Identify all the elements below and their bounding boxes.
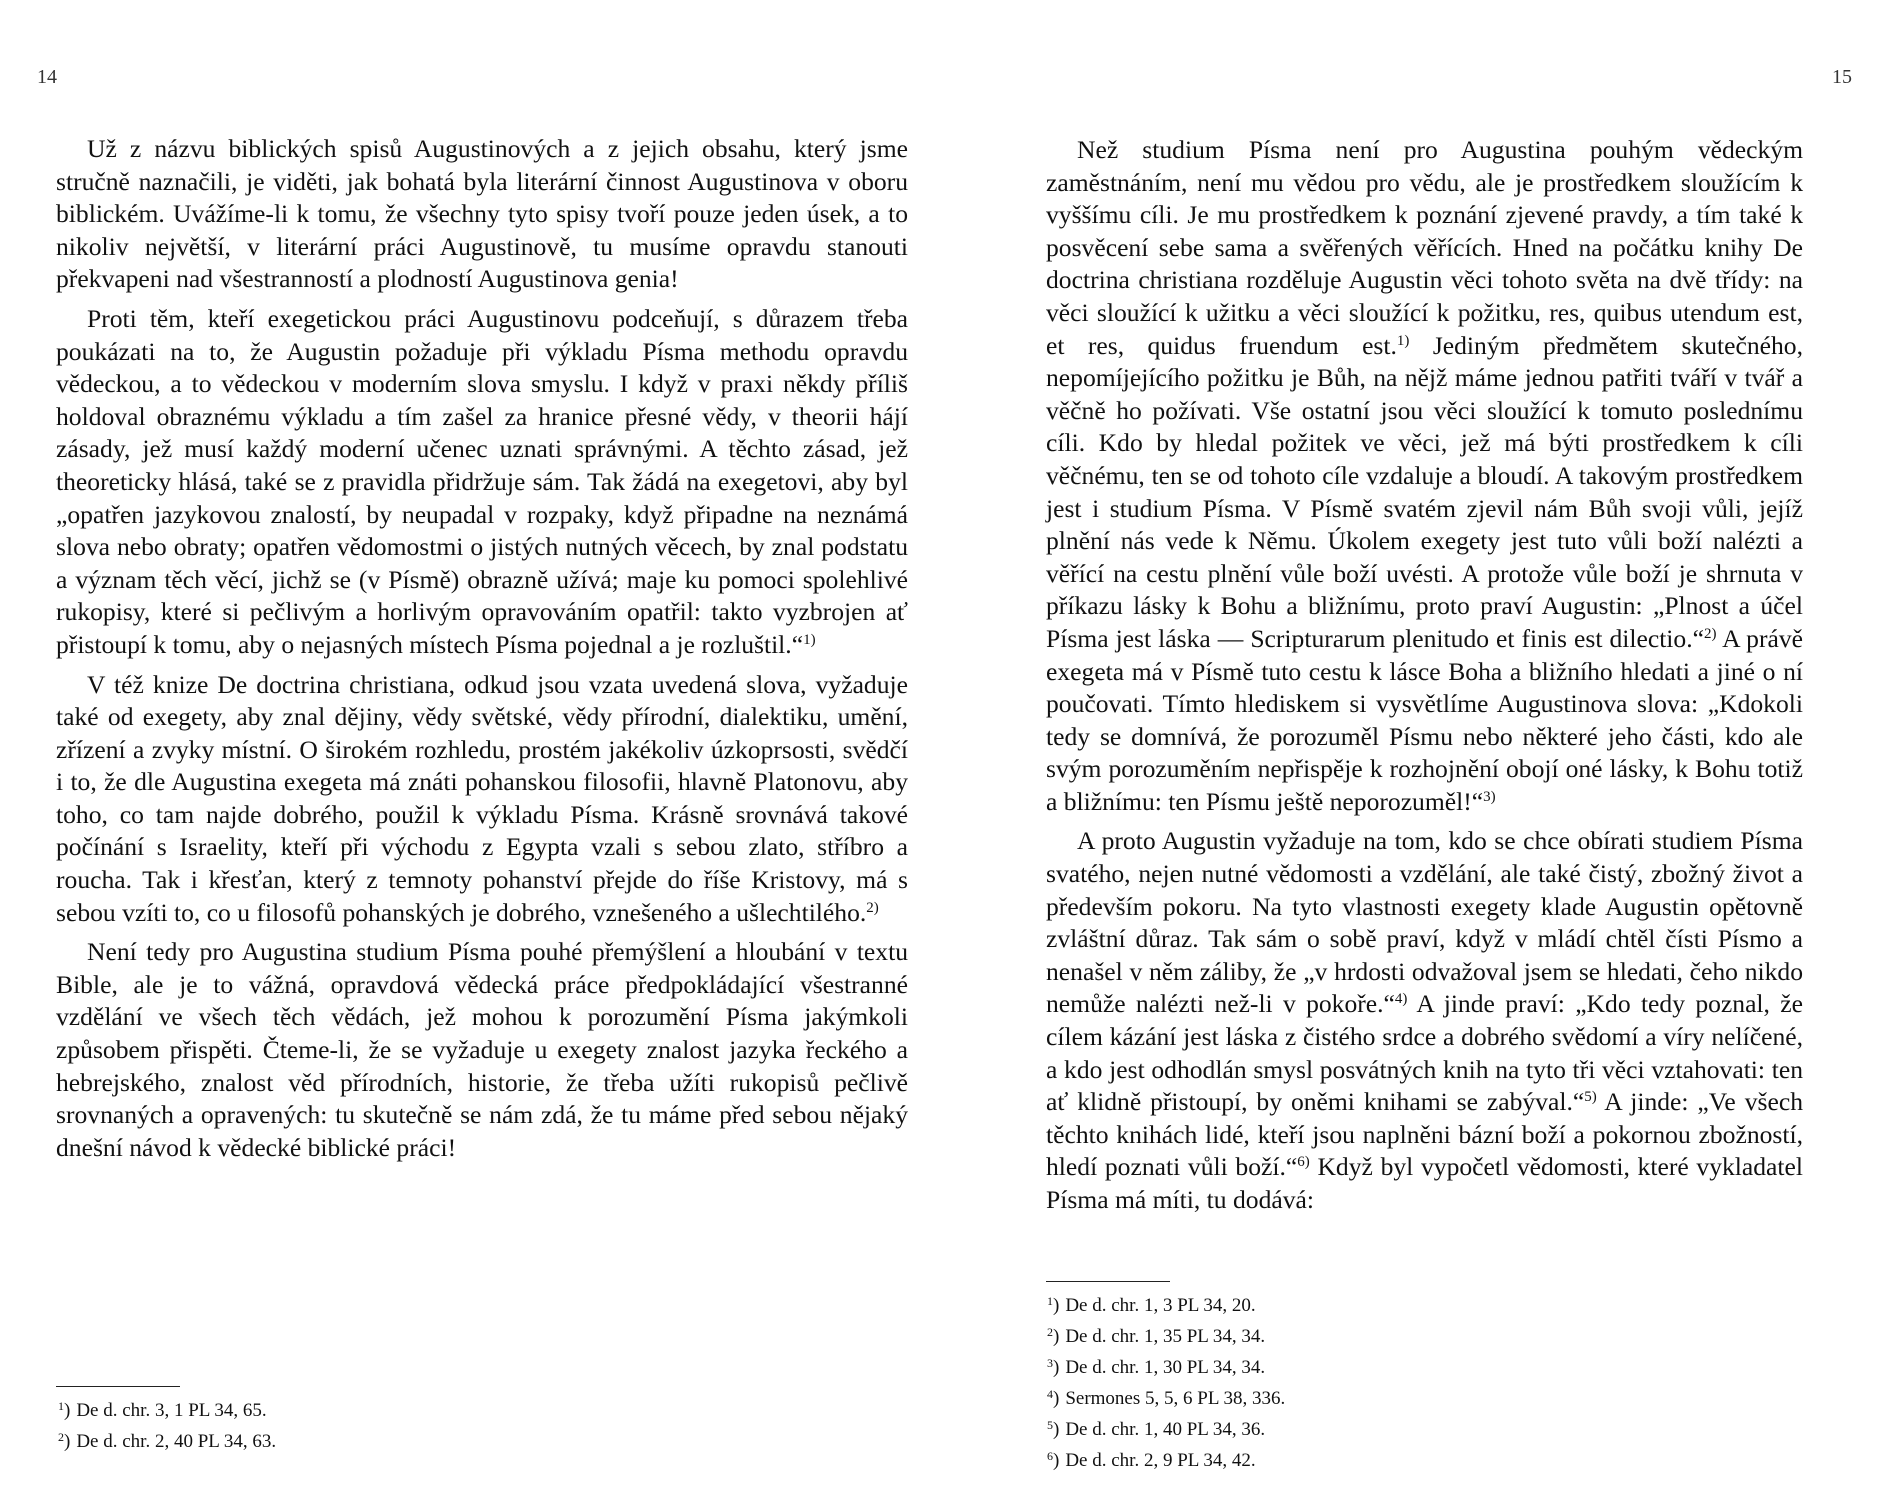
footnote-ref: 6) [1297,1154,1310,1171]
footnote-ref: 1) [1396,332,1410,349]
footnotes-left [58,1395,276,1457]
footnotes-right [1047,1290,1285,1476]
paragraph: V též knize De doctrina christiana, odkud jsou vzata uvedená slova, vyžaduje také od exegety, aby znal dějiny, vědy světské, vědy přírodní, dialektiku, umění, zřízení a zvyky místní. O širokém rozhledu, prostém jakékoliv úzkoprsosti, svědčí i to, že dle Augustina exegeta má znáti pohanskou filosofii, hlavně Platonovu, aby toho, co tam najde dobrého, použil k výkladu Písma. Krásně srovnává takové počínání s Israelity, kteří při východu z Egypta vzali s sebou zlato, stříbro a roucha. Tak i křesťan, který z temnoty pohanství přejde do říše Kristovy, má s sebou vzíti to, co u filosofů pohanských je dobrého, vznešeného a ušlechtilého.$^{2)}$ [56,669,908,927]
page-number-left: 14 [37,66,57,88]
footnote: $^2$) De d. chr. 1, 35 PL 34, 34. [1047,1325,1266,1347]
page-number-right: 15 [1832,66,1852,88]
footnote: $^6$) De d. chr. 2, 9 PL 34, 42. [1047,1449,1256,1471]
paragraph: Než studium Písma není pro Augustina pouhým vědeckým zaměstnáním, není mu vědou pro vědu, ale je prostředkem sloužícím k vyššímu cíli. Je mu prostředkem k poznání zjevené pravdy, a tím také k posvěcení sebe sama a svěřených věřících. Hned na počátku knihy De doctrina christiana rozděluje Augustin věci tohoto světa na dvě třídy: na věci sloužící k užitku a věci sloužící k požitku, res, quibus utendum est, et res, quidus fruendum est.$^{1)}$ Jediným předmětem skutečného, nepomíjejícího požitku je Bůh, na nějž máme jednou patřiti tváří v tvář a věčně ho požívati. Vše ostatní jsou věci sloužící k tomuto poslednímu cíli. Kdo by hledal požitek ve věci, jež má býti prostředkem k cíli věčnému, ten se od tohoto cíle vzdaluje a bloudí. A takovým prostředkem jest i studium Písma. V Písmě svatém zjevil nám Bůh svoji vůli, jejíž plnění nás vede k Němu. Úkolem exegety jest tuto vůli boží nalézti a věřící na cestu plnění vůle boží uvésti. A protože vůle boží je shrnuta v příkazu lásky k Bohu a bližnímu, proto praví Augustin: „Plnost a účel Písma jest láska — Scripturarum plenitudo et finis est dilectio.“$^{2)}$ A právě exegeta má v Písmě tuto cestu k lásce Boha a bližního hledati a jiné o ní poučovati. Tímto hlediskem si vysvětlíme Augustinova slova: „Kdokoli tedy se domnívá, že porozuměl Písmu nebo některé jeho části, kdo ale svým porozuměním nepřispěje k rozhojnění obojí oné lásky, k Bohu totiž a bližnímu: ten Písmu ještě neporozuměl!“$^{3)}$ [1046,135,1803,816]
footnote-ref: 3) [1483,788,1496,805]
footnote-ref: 2) [1703,625,1717,642]
footnote: $^4$) Sermones 5, 5, 6 PL 38, 336. [1047,1387,1286,1409]
footnote: $^2$) De d. chr. 2, 40 PL 34, 63. [58,1430,277,1452]
footnote-divider [56,1386,180,1387]
left-body-text [56,133,908,1164]
footnote-ref: 2) [866,899,879,916]
footnote-ref: 4) [1394,991,1408,1008]
paragraph: Proti těm, kteří exegetickou práci Augustinovu podceňují, s důrazem třeba poukázati na to, že Augustin požaduje při výkladu Písma methodu opravdu vědeckou, a to vědeckou v moderním slova smyslu. I když v praxi někdy příliš holdoval obraznému výkladu a tím zašel za hranice přesné vědy, v theorii hájí zásady, jež musí každý moderní učenec uznati správnými. A těchto zásad, jež theoreticky hlásá, také se z pravidla přidržuje sám. Tak žádá na exegetovi, aby byl „opatřen jazykovou znalostí, by neupadal v rozpaky, když připadne na neznámá slova nebo obraty; opatřen vědomostmi o jistých nutných věcech, by znal podstatu a význam těch věcí, jichž se (v Písmě) obrazně užívá; maje ku pomoci spolehlivé rukopisy, které si pečlivým a horlivým opravováním opatřil: takto vyzbrojen ať přistoupí k tomu, aby o nejasných místech Písma pojednal a je rozluštil.“$^{1)}$ [56,303,908,659]
footnote-divider [1046,1281,1170,1282]
footnote: $^1$) De d. chr. 1, 3 PL 34, 20. [1047,1294,1256,1316]
footnote-ref: 5) [1584,1089,1597,1106]
footnote: $^1$) De d. chr. 3, 1 PL 34, 65. [58,1399,267,1421]
footnote: $^5$) De d. chr. 1, 40 PL 34, 36. [1047,1418,1266,1440]
paragraph: A proto Augustin vyžaduje na tom, kdo se chce obírati studiem Písma svatého, nejen nutné vědomosti a vzdělání, ale také čistý, zbožný život a především pokoru. Na tyto vlastnosti exegety klade Augustin opětovně zvláštní důraz. Tak sám o sobě praví, když v mládí chtěl čísti Písmo a nenašel v něm záliby, že „v hrdosti odvažoval jsem se hledati, čeho nikdo nemůže nalézti než-li v pokoře.“$^{4)}$ A jinde praví: „Kdo tedy poznal, že cílem kázání jest láska z čistého srdce a dobrého svědomí a víry nelíčené, a kdo jest odhodlán smysl posvátných knih na tyto tři věci vztahovati: ten ať klidně přistoupí, by oněmi knihami se zabýval.“$^{5)}$ A jinde: „Ve všech těchto knihách lidé, kteří jsou naplněni bázní boží a pokornou zbožností, hledí poznati vůli boží.“$^{6)}$ Když byl vypočetl vědomosti, které vykladatel Písma má míti, tu dodává: [1046,826,1804,1214]
right-body-text [1046,134,1803,1217]
paragraph: Už z názvu biblických spisů Augustinových a z jejich obsahu, který jsme stručně naznačili, je viděti, jak bohatá byla literární činnost Augustinova v oboru biblickém. Uvážíme-li k tomu, že všechny tyto spisy tvoří pouze jeden úsek, a to nikoliv největší, v literární práci Augustinově, tu musíme opravdu stanouti překvapeni nad všestranností a plodností Augustinova genia! [56,134,908,294]
right-page [946,0,1892,1500]
footnote: $^3$) De d. chr. 1, 30 PL 34, 34. [1047,1356,1266,1378]
paragraph: Není tedy pro Augustina studium Písma pouhé přemýšlení a hloubání v textu Bible, ale je to vážná, opravdová vědecká práce předpokládající všestranné vzdělání ve všech těch vědách, jež mohou k porozumění Písma jakýmkoli způsobem přispěti. Čteme-li, že se vyžaduje u exegety znalost jazyka řeckého a hebrejského, znalost věd přírodních, historie, že třeba užíti rukopisů pečlivě srovnaných a opravených: tu skutečně se nám zdá, že tu máme před sebou nějaký dnešní návod k vědecké biblické práci! [56,937,908,1162]
footnote-ref: 1) [803,631,816,648]
